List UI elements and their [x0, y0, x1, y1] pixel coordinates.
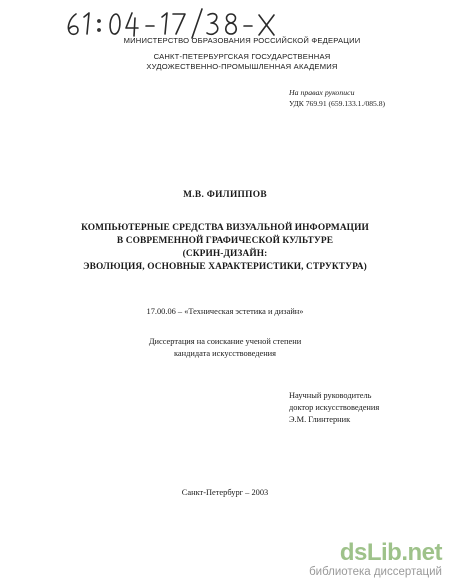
udk-code: УДК 769.91 (659.133.1./085.8) [289, 99, 386, 108]
degree-line2: кандидата искусствоведения [173, 349, 277, 358]
handwritten-archive-number [62, 6, 302, 40]
manuscript-rights-note: На правах рукописи [289, 88, 355, 97]
title-line: В СОВРЕМЕННОЙ ГРАФИЧЕСКОЙ КУЛЬТУРЕ [116, 236, 334, 246]
supervisor-role: Научный руководитель [289, 391, 372, 400]
title-line: ЭВОЛЮЦИЯ, ОСНОВНЫЕ ХАРАКТЕРИСТИКИ, СТРУКТУРА) [83, 262, 367, 272]
degree-statement [0, 336, 450, 360]
title-line: КОМПЬЮТЕРНЫЕ СРЕДСТВА ВИЗУАЛЬНОЙ ИНФОРМАЦИИ [81, 223, 369, 233]
dslib-watermark [309, 541, 442, 578]
academy-name-line1: САНКТ-ПЕТЕРБУРГСКАЯ ГОСУДАРСТВЕННАЯ [153, 52, 331, 61]
specialty-code: 17.00.06 – «Техническая эстетика и дизайн» [146, 307, 304, 316]
title-line: (СКРИН-ДИЗАЙН: [182, 249, 268, 259]
dslib-logo: dsLib.net [339, 539, 442, 566]
dslib-subtitle: библиотека диссертаций [309, 566, 442, 578]
academy-name-line2: ХУДОЖЕСТВЕННО-ПРОМЫШЛЕННАЯ АКАДЕМИЯ [146, 62, 338, 71]
supervisor-name: Э.М. Глинтерник [289, 415, 351, 424]
handwritten-number-drawing [62, 6, 302, 40]
supervisor-block [289, 390, 379, 426]
supervisor-degree: доктор искусствоведения [289, 403, 380, 412]
city-year: Санкт-Петербург – 2003 [181, 488, 269, 497]
degree-line1: Диссертация на соискание ученой степени [148, 337, 302, 346]
institution-header [92, 36, 392, 72]
ministry-name: МИНИСТЕРСТВО ОБРАЗОВАНИЯ РОССИЙСКОЙ ФЕДЕРАЦИИ [123, 36, 361, 45]
dissertation-title [60, 222, 390, 274]
author-name: М.В. ФИЛИППОВ [183, 190, 267, 200]
